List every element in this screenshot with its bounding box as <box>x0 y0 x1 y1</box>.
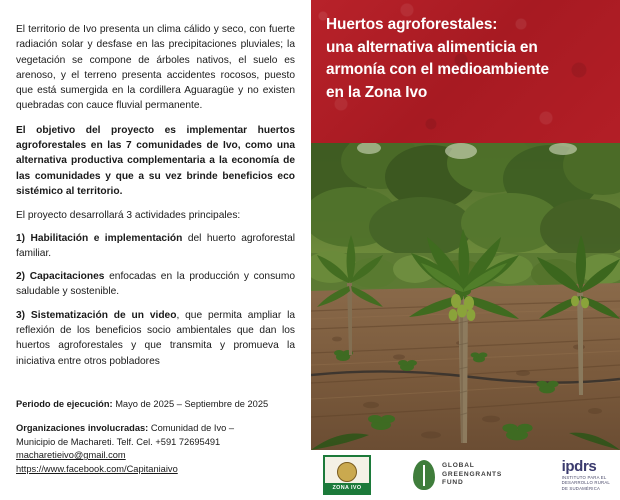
global-greengrants-fund-logo <box>413 460 502 490</box>
activity-2-body: enfocadas en la producción y consumo saludable y sostenible. <box>16 271 295 298</box>
organizations-line <box>16 422 298 435</box>
ipdrs-subtitle <box>562 475 610 491</box>
right-media-column <box>311 0 620 500</box>
title-line-2: una alternativa alimenticia en <box>326 38 538 56</box>
ipdrs-sub-3: DE SUDAMÉRICA <box>561 485 601 491</box>
photo-illustration <box>311 143 620 450</box>
zona-ivo-logo <box>323 455 371 495</box>
activities-intro: El proyecto desarrollará 3 actividades principales: <box>16 210 241 222</box>
facebook-link <box>16 463 298 476</box>
ipdrs-sub-2: DESARROLLO RURAL <box>561 480 610 486</box>
ggf-wordmark <box>442 462 502 487</box>
ipdrs-wordmark: ipdrs <box>561 457 597 475</box>
zona-ivo-emblem-icon <box>337 462 357 482</box>
paragraph-objetivo: El objetivo del proyecto es implementar huertos agroforestales en las 7 comunidades de Ivo, como una alternativa productiva complementaria a la economía de las comunidades y que a su vez brinde beneficios eco sistémico al territorio. <box>16 124 295 197</box>
activity-3-body: , que permita ampliar la reflexión de los beneficios socio ambientales que dan los huertos agroforestales y que transmita y promueva la iniciativa entre otros pobladores <box>16 309 295 367</box>
title-line-1: Huertos agroforestales: <box>326 16 498 33</box>
email-address-text[interactable]: macharetieivo@gmail.com <box>16 450 126 461</box>
organizations-value: Comunidad de Ivo – <box>148 423 235 434</box>
ipdrs-logo <box>562 459 610 491</box>
agroforestry-photo <box>311 143 620 450</box>
email-link <box>16 449 298 462</box>
facebook-url-text[interactable]: https://www.facebook.com/Capitaniaivo <box>16 463 178 474</box>
execution-period <box>16 398 298 411</box>
activity-item-3 <box>16 308 295 369</box>
execution-period-value: Mayo de 2025 – Septiembre de 2025 <box>112 399 269 409</box>
title-line-3: armonía con el medioambiente <box>326 61 549 78</box>
municipality-phone-line: Municipio de Machareti. Telf. Cel. +591 72695491 <box>16 436 221 447</box>
execution-period-label: Periodo de ejecución: <box>16 399 113 409</box>
ggf-line-1: GLOBAL <box>442 462 475 470</box>
activity-item-1 <box>16 231 295 262</box>
activity-1-title: 1) Habilitación e implementación <box>16 232 183 244</box>
activity-1-body: del huerto agroforestal familiar. <box>16 232 295 259</box>
activity-item-2 <box>16 269 295 300</box>
ggf-line-3: FUND <box>442 479 464 487</box>
title-line-4: en la Zona Ivo <box>326 83 428 101</box>
ipdrs-sub-1: INSTITUTO PARA EL <box>561 474 607 480</box>
leaf-icon <box>413 460 435 490</box>
title-panel <box>311 0 620 143</box>
flyer-title <box>326 14 612 104</box>
activity-3-title: 3) Sistematización de un video <box>16 309 177 321</box>
zona-ivo-band <box>325 483 369 493</box>
paragraph-territorio: El territorio de Ivo presenta un clima cálido y seco, con fuerte radiación solar y desfase en las precipitaciones pluviales; la vegetación se compone de árboles nativos, el suelo es arenoso, y el terreno presenta accidentes rocosos, puesto que está sumergida en la cordillera Aguaragüe y no existen quebradas con cauce fluvial permanente. <box>16 24 295 112</box>
partner-logo-bar <box>311 450 620 500</box>
organizations-label: Organizaciones involucradas: <box>16 423 149 434</box>
zona-ivo-label: ZONA IVO <box>332 485 362 491</box>
contact-footer <box>16 398 298 476</box>
activity-2-title: 2) Capacitaciones <box>16 271 105 283</box>
ggf-line-2: GREENGRANTS <box>442 470 503 478</box>
